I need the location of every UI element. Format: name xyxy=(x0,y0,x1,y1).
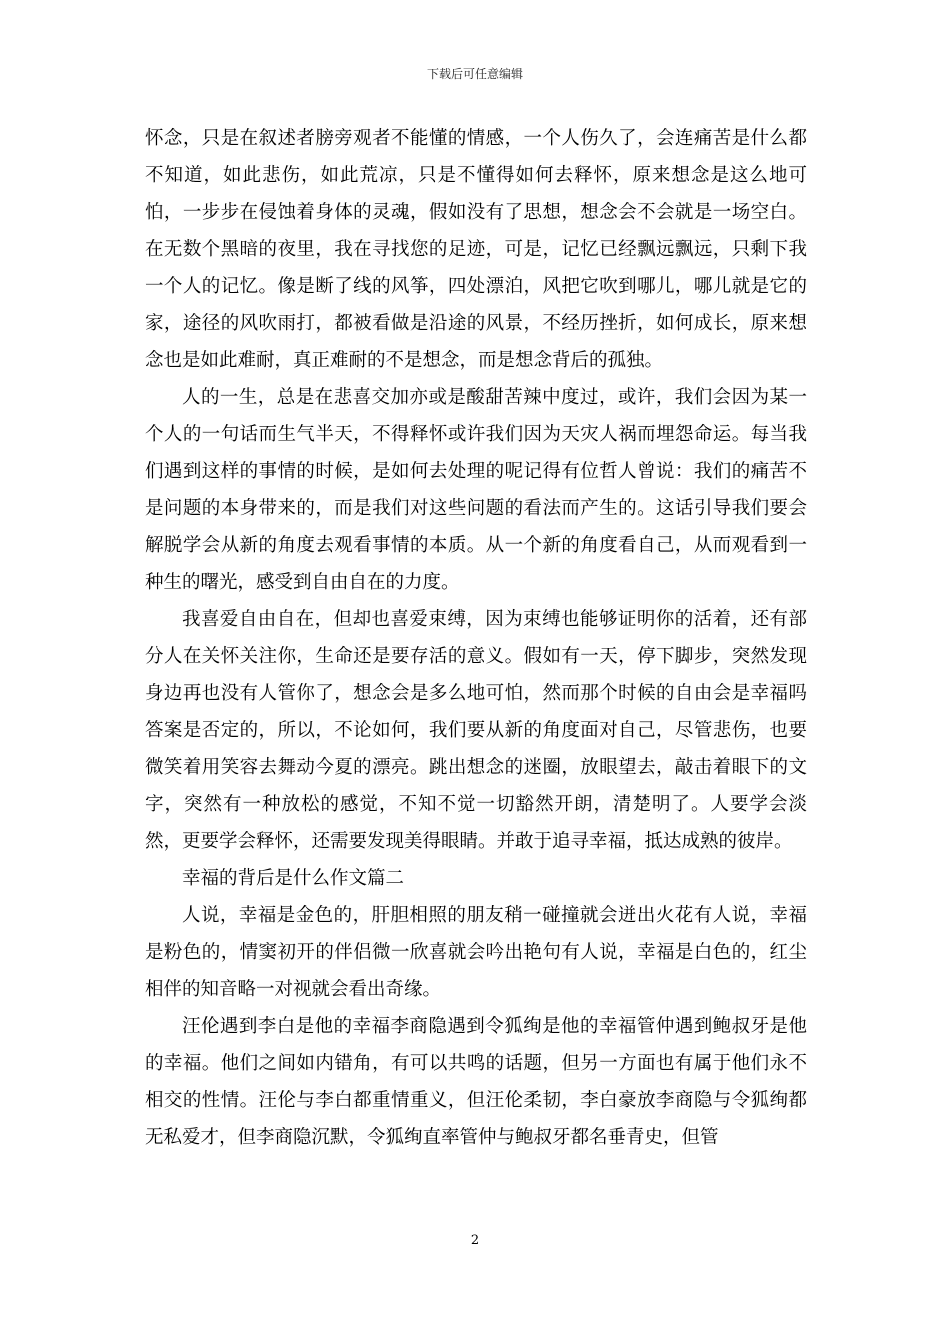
paragraph: 汪伦遇到李白是他的幸福李商隐遇到令狐绚是他的幸福管仲遇到鲍叔牙是他的幸福。他们之间如内错角，有可以共鸣的话题，但另一方面也有属于他们永不相交的性情。汪伦与李白都重情重义，但汪伦柔韧，李白豪放李商隐与令狐绚都无私爱才，但李商隐沉默，令狐绚直率管仲与鲍叔牙都名垂青史，但管 xyxy=(145,1016,807,1148)
paragraph: 人的一生，总是在悲喜交加亦或是酸甜苦辣中度过，或许，我们会因为某一个人的一句话而生气半天，不得释怀或许我们因为天灾人祸而埋怨命运。每当我们遇到这样的事情的时候，是如何去处理的呢记得有位哲人曾说：我们的痛苦不是问题的本身带来的，而是我们对这些问题的看法而产生的。这话引导我们要会解脱学会从新的角度去观看事情的本质。从一个新的角度看自己，从而观看到一种生的曙光，感受到自由自在的力度。 xyxy=(145,387,807,593)
page-number: 2 xyxy=(470,1233,480,1248)
paragraph: 人说，幸福是金色的，肝胆相照的朋友稍一碰撞就会迸出火花有人说，幸福是粉色的，情窦初开的伴侣微一欣喜就会吟出艳句有人说，幸福是白色的，红尘相伴的知音略一对视就会看出奇缘。 xyxy=(145,905,807,1000)
paragraph: 我喜爱自由自在，但却也喜爱束缚，因为束缚也能够证明你的活着，还有部分人在关怀关注你，生命还是要存活的意义。假如有一天，停下脚步，突然发现身边再也没有人管你了，想念会是多么地可怕，然而那个时候的自由会是幸福吗答案是否定的，所以，不论如何，我们要从新的角度面对自己，尽管悲伤，也要微笑着用笑容去舞动今夏的漂亮。跳出想念的迷圈，放眼望去，敲击着眼下的文字，突然有一种放松的感觉，不知不觉一切豁然开朗，清楚明了。人要学会淡然，更要学会释怀，还需要发现美得眼睛。并敢于追寻幸福，抵达成熟的彼岸。 xyxy=(145,609,807,852)
section-heading: 幸福的背后是什么作文篇二 xyxy=(182,868,405,889)
body-text xyxy=(145,120,807,1156)
paragraph: 怀念，只是在叙述者膀旁观者不能懂的情感，一个人伤久了，会连痛苦是什么都不知道，如此悲伤，如此荒凉，只是不懂得如何去释怀，原来想念是这么地可怕，一步步在侵蚀着身体的灵魂，假如没有了思想，想念会不会就是一场空白。在无数个黑暗的夜里，我在寻找您的足迹，可是，记忆已经飘远飘远，只剩下我一个人的记忆。像是断了线的风筝，四处漂泊，风把它吹到哪儿，哪儿就是它的家，途径的风吹雨打，都被看做是沿途的风景，不经历挫折，如何成长，原来想念也是如此难耐，真正难耐的不是想念，而是想念背后的孤独。 xyxy=(145,128,807,371)
page-header: 下载后可任意编辑 xyxy=(426,67,523,81)
